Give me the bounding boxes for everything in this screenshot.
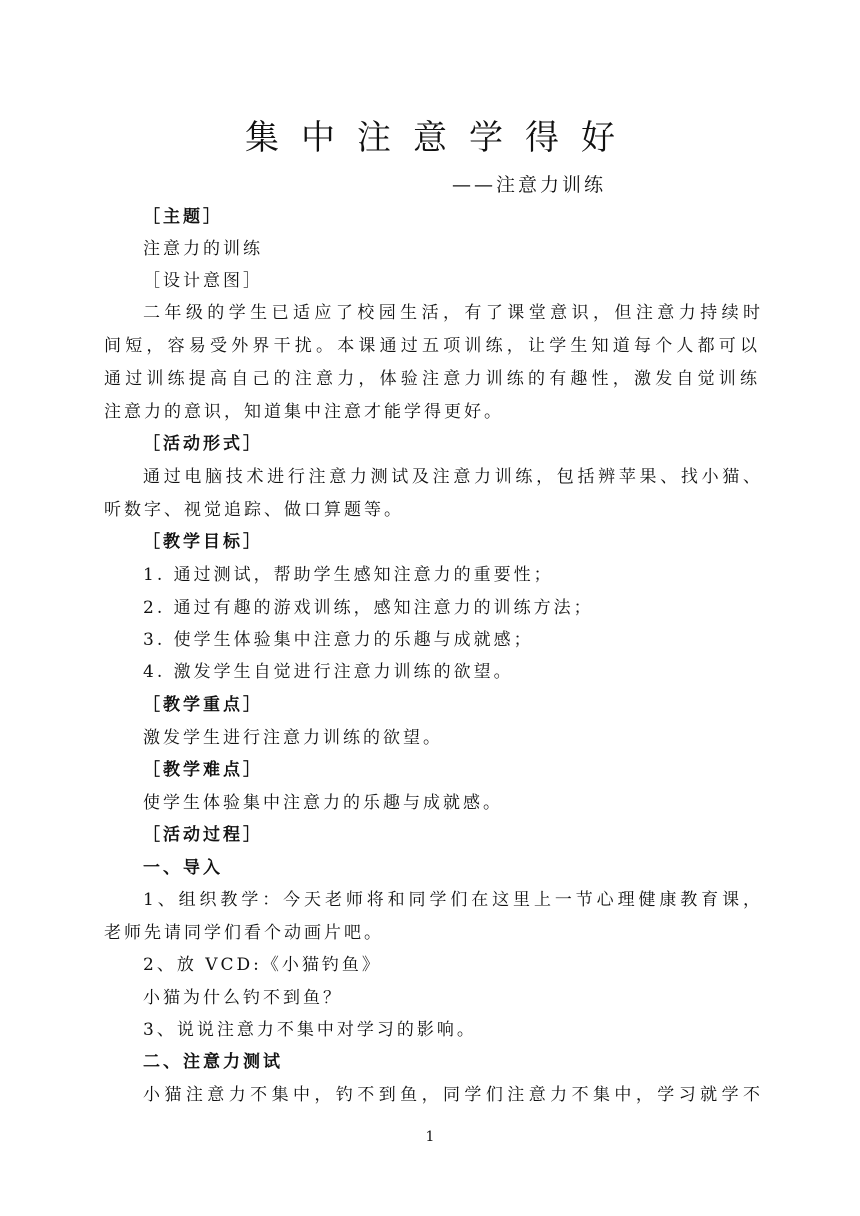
section-heading-design-intent: ［设计意图］ [143, 271, 263, 291]
paragraph-line: 通过电脑技术进行注意力测试及注意力训练，包括辨苹果、找小猫、 [143, 467, 763, 487]
section-heading-activity-process: ［活动过程］ [143, 825, 263, 845]
paragraph-line: 激发学生进行注意力训练的欲望。 [143, 728, 443, 748]
page-number: 1 [425, 1129, 435, 1145]
section-heading-difficulty: ［教学难点］ [143, 760, 263, 780]
paragraph-line: 二年级的学生已适应了校园生活，有了课堂意识，但注意力持续时 [143, 303, 763, 323]
paragraph-line: 2、放 VCD:《小猫钓鱼》 [143, 955, 382, 975]
paragraph-line: 小猫注意力不集中，钓不到鱼，同学们注意力不集中，学习就学不 [143, 1085, 763, 1105]
section-heading-topic: ［主题］ [143, 207, 223, 227]
goal-item: 1. 通过测试，帮助学生感知注意力的重要性； [143, 565, 554, 585]
goal-item: 3. 使学生体验集中注意力的乐趣与成就感； [143, 630, 534, 650]
goal-item: 2. 通过有趣的游戏训练，感知注意力的训练方法； [143, 598, 594, 618]
subsection-heading-intro: 一、导入 [143, 858, 223, 878]
section-heading-key-point: ［教学重点］ [143, 695, 263, 715]
section-heading-teaching-goals: ［教学目标］ [143, 532, 263, 552]
paragraph-line: 使学生体验集中注意力的乐趣与成就感。 [143, 793, 503, 813]
paragraph-line: 1、组织教学：今天老师将和同学们在这里上一节心理健康教育课， [143, 890, 763, 910]
section-heading-activity-form: ［活动形式］ [143, 434, 263, 454]
goal-item: 4. 激发学生自觉进行注意力训练的欲望。 [143, 662, 514, 682]
subsection-heading-attention-test: 二、注意力测试 [143, 1052, 283, 1072]
paragraph-line: 通过训练提高自己的注意力，体验注意力训练的有趣性，激发自觉训练 [104, 369, 760, 389]
paragraph-line: 老师先请同学们看个动画片吧。 [104, 923, 384, 943]
document-subtitle: ——注意力训练 [452, 174, 607, 196]
paragraph-line: 听数字、视觉追踪、做口算题等。 [104, 500, 404, 520]
document-title: 集中注意学得好 [245, 118, 637, 158]
paragraph-line: 注意力的意识，知道集中注意才能学得更好。 [104, 402, 504, 422]
paragraph-line: 间短，容易受外界干扰。本课通过五项训练，让学生知道每个人都可以 [104, 336, 760, 356]
paragraph-line: 小猫为什么钓不到鱼？ [143, 988, 343, 1008]
paragraph-line: 3、说说注意力不集中对学习的影响。 [143, 1020, 477, 1040]
paragraph-line: 注意力的训练 [143, 239, 263, 259]
